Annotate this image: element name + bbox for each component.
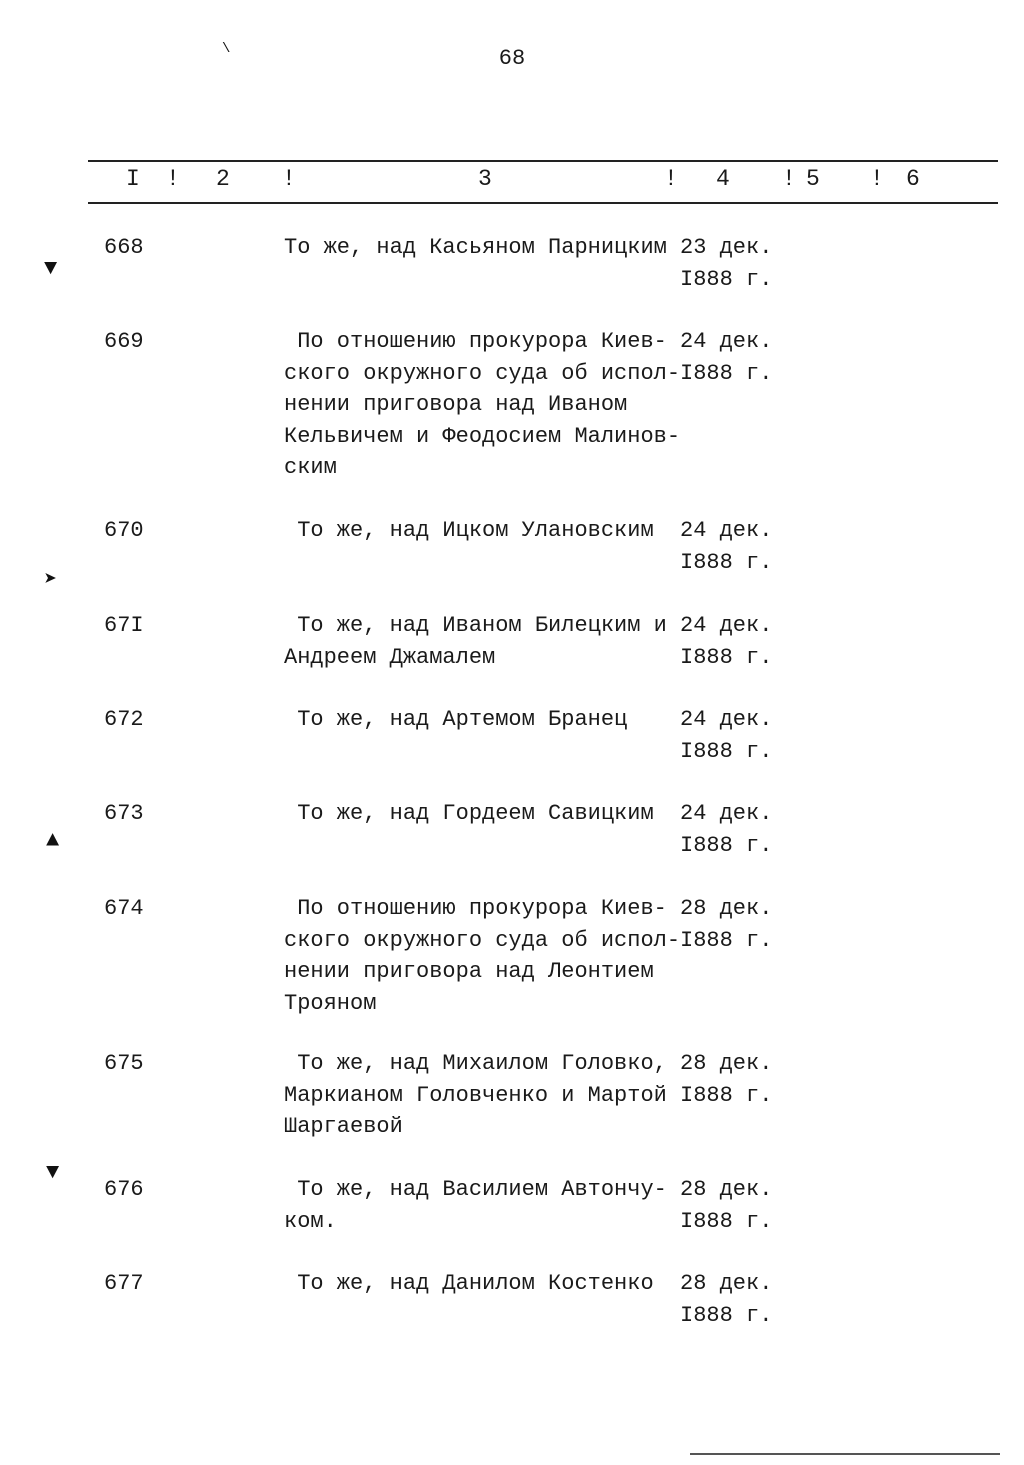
description-line: Маркианом Головченко и Мартой [284, 1082, 667, 1108]
margin-mark-icon: ▲ [46, 828, 60, 853]
date-line: 23 дек. [680, 235, 773, 260]
entry-number: 675 [104, 1051, 144, 1076]
entry-description [284, 1268, 676, 1300]
header-col-3: 3 [478, 166, 492, 192]
entry-number: 668 [104, 235, 144, 260]
entry-date [680, 1048, 772, 1111]
entry-description [284, 704, 676, 736]
date-line: I888 г. [680, 266, 773, 292]
description-line: То же, над Иваном Билецким и [284, 613, 667, 638]
margin-mark-icon: ▼ [46, 1160, 60, 1185]
entry-description [284, 1174, 676, 1237]
date-line: 24 дек. [680, 329, 773, 354]
date-line: I888 г. [680, 1302, 773, 1328]
description-line: То же, над Касьяном Парницким [284, 235, 667, 260]
entry-description [284, 610, 676, 673]
entry-description [284, 515, 676, 547]
description-line: Шаргаевой [284, 1114, 403, 1139]
entry-description [284, 798, 676, 830]
date-line: I888 г. [680, 1082, 773, 1108]
entry-date [680, 515, 772, 578]
entry-number: 672 [104, 707, 144, 732]
margin-mark-icon: ▼ [44, 256, 58, 281]
table-header [0, 166, 1024, 198]
date-line: 24 дек. [680, 801, 773, 826]
date-line: 28 дек. [680, 896, 773, 921]
description-line: То же, над Гордеем Савицким [284, 801, 654, 826]
entry-description [284, 893, 681, 1019]
header-separator: ! [664, 166, 678, 192]
header-separator: ! [166, 166, 180, 192]
header-separator: ! [782, 166, 796, 192]
date-line: 24 дек. [680, 707, 773, 732]
entry-date [680, 232, 772, 295]
bottom-edge-line [690, 1453, 1000, 1455]
description-line: ского окружного суда об испол- [284, 927, 681, 953]
date-line: I888 г. [680, 738, 773, 764]
entry-number: 676 [104, 1177, 144, 1202]
entry-date [680, 704, 772, 767]
description-line: нении приговора над Иваном [284, 392, 628, 417]
description-line: То же, над Ицком Улановским [284, 518, 654, 543]
date-line: 28 дек. [680, 1177, 773, 1202]
date-line: I888 г. [680, 1208, 773, 1234]
date-line: I888 г. [680, 927, 773, 953]
date-line: I888 г. [680, 832, 773, 858]
entry-date [680, 610, 772, 673]
header-col-4: 4 [716, 166, 730, 192]
entry-description [284, 1048, 676, 1143]
description-line: То же, над Данилом Костенко [284, 1271, 654, 1296]
date-line: 28 дек. [680, 1051, 773, 1076]
entry-number: 669 [104, 329, 144, 354]
entry-date [680, 798, 772, 861]
header-col-1: I [126, 166, 140, 192]
entry-description [284, 232, 676, 264]
entry-date [680, 893, 772, 956]
description-line: Кельвичем и Феодосием Малинов- [284, 423, 681, 449]
entry-date [680, 326, 772, 389]
page-number: 68 [498, 46, 526, 71]
entry-description [284, 326, 681, 484]
header-separator: ! [870, 166, 884, 192]
description-line: По отношению прокурора Киев- [284, 329, 667, 354]
description-line: ским [284, 455, 337, 480]
header-top-rule [88, 160, 998, 162]
date-line: I888 г. [680, 549, 773, 575]
entry-number: 673 [104, 801, 144, 826]
header-col-6: 6 [906, 166, 920, 192]
date-line: I888 г. [680, 360, 773, 386]
header-bottom-rule [88, 202, 998, 204]
header-separator: ! [282, 166, 296, 192]
description-line: То же, над Михаилом Головко, [284, 1051, 667, 1076]
entry-number: 677 [104, 1271, 144, 1296]
date-line: 24 дек. [680, 613, 773, 638]
description-line: То же, над Василием Автончу- [284, 1177, 667, 1202]
date-line: I888 г. [680, 644, 773, 670]
entry-number: 670 [104, 518, 144, 543]
entry-date [680, 1174, 772, 1237]
description-line: То же, над Артемом Бранец [284, 707, 628, 732]
date-line: 28 дек. [680, 1271, 773, 1296]
description-line: нении приговора над Леонтием [284, 959, 654, 984]
entry-date [680, 1268, 772, 1331]
description-line: Андреем Джамалем [284, 644, 496, 670]
header-col-2: 2 [216, 166, 230, 192]
date-line: 24 дек. [680, 518, 773, 543]
description-line: По отношению прокурора Киев- [284, 896, 667, 921]
entry-number: 67I [104, 613, 144, 638]
description-line: ком. [284, 1208, 337, 1234]
description-line: Трояном [284, 990, 377, 1016]
margin-mark-icon: ➤ [44, 568, 58, 593]
description-line: ского окружного суда об испол- [284, 360, 681, 386]
entry-number: 674 [104, 896, 144, 921]
header-col-5: 5 [806, 166, 820, 192]
ink-speck-icon: \ [222, 41, 231, 57]
